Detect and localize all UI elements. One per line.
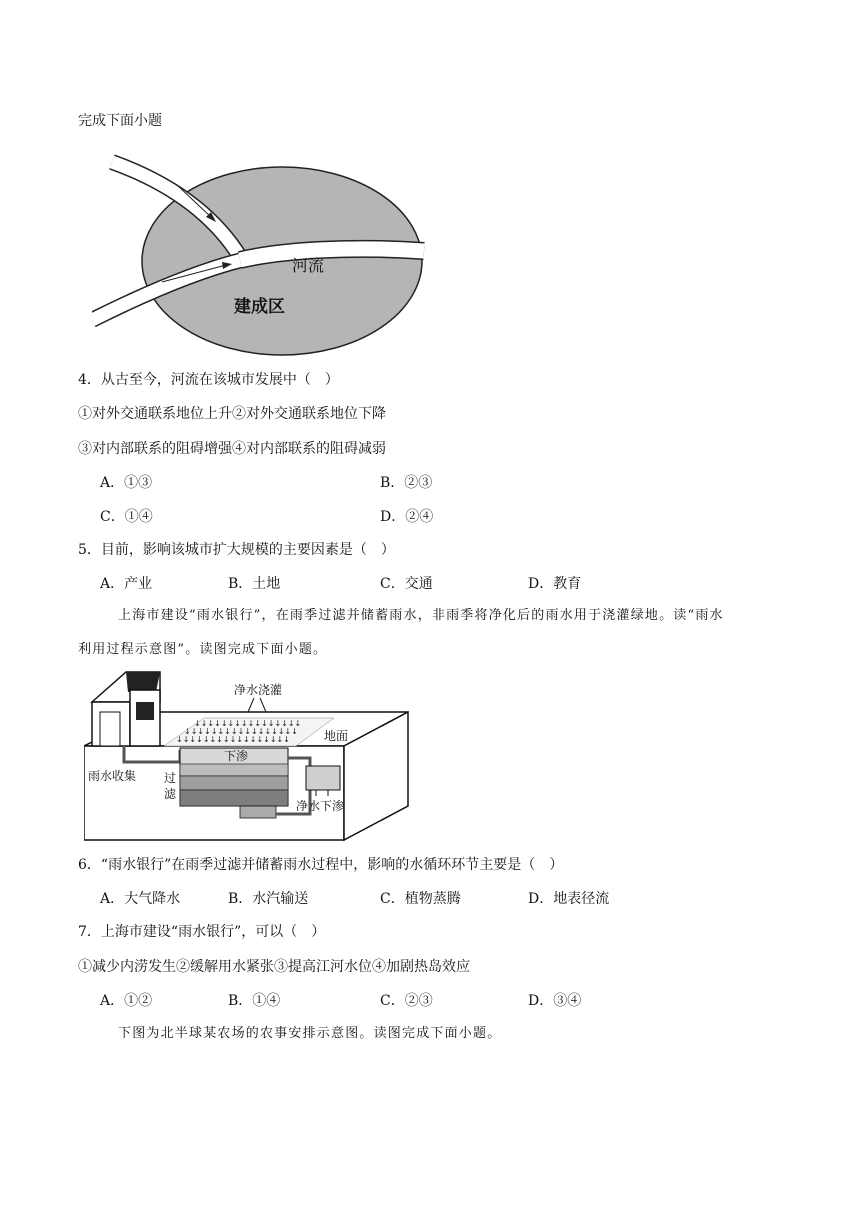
q7-line1: ①减少内涝发生②缓解用水紧张③提高江河水位④加剧热岛效应 [78, 959, 470, 975]
intro-text: 完成下面小题 [78, 113, 162, 129]
clean-infiltration-label: 净水下渗 [296, 799, 345, 813]
passage1-line2: 利用过程示意图”。读图完成下面小题。 [78, 642, 328, 657]
infiltration-label: 下渗 [224, 749, 249, 763]
q5-option-a: A．产业 [100, 576, 153, 592]
q6-option-d: D．地表径流 [528, 891, 610, 907]
q4-line1: ①对外交通联系地位上升②对外交通联系地位下降 [78, 406, 386, 422]
q4-option-c: C．①④ [100, 509, 153, 525]
q4-stem: 4．从古至今，河流在该城市发展中（ ） [78, 372, 339, 388]
q7-option-d: D．③④ [528, 993, 582, 1009]
irrigation-label: 净水浇灌 [234, 683, 283, 697]
q7-option-c: C．②③ [380, 993, 433, 1009]
ground-label: 地面 [324, 729, 349, 743]
rainwater-process-figure [84, 668, 414, 842]
q5-option-c: C．交通 [380, 576, 433, 592]
q5-option-d: D．教育 [528, 576, 582, 592]
passage1-line1: 上海市建设“雨水银行”，在雨季过滤并储蓄雨水，非雨季将净化后的雨水用于浇灌绿地。读“雨水 [118, 608, 724, 623]
collection-label: 雨水收集 [88, 769, 137, 783]
q4-option-a: A．①③ [100, 475, 153, 491]
q7-stem: 7．上海市建设“雨水银行”，可以（ ） [78, 924, 326, 940]
house [92, 672, 160, 746]
q7-option-b: B．①④ [228, 993, 281, 1009]
river-label: 河流 [292, 256, 325, 275]
q6-option-a: A．大气降水 [100, 891, 181, 907]
q5-stem: 5．目前，影响该城市扩大规模的主要因素是（ ） [78, 542, 395, 558]
svg-text:↓↓↓↓↓↓↓↓↓↓↓↓↓↓↓↓↓: ↓↓↓↓↓↓↓↓↓↓↓↓↓↓↓↓↓ [184, 727, 298, 736]
svg-text:↓↓↓↓↓↓↓↓↓↓↓↓↓↓↓↓: ↓↓↓↓↓↓↓↓↓↓↓↓↓↓↓↓ [194, 719, 302, 728]
q7-option-a: A．①② [100, 993, 153, 1009]
river-city-figure [92, 150, 432, 356]
filter-label-1: 过 [164, 771, 177, 785]
svg-text:↓↓↓↓↓↓↓↓↓↓↓↓↓↓↓↓↓: ↓↓↓↓↓↓↓↓↓↓↓↓↓↓↓↓↓ [176, 735, 290, 744]
q4-option-b: B．②③ [380, 475, 433, 491]
q4-line2: ③对内部联系的阻碍增强④对内部联系的阻碍减弱 [78, 441, 386, 457]
q5-option-b: B．土地 [228, 576, 281, 592]
infiltration-tank [306, 766, 340, 790]
q4-option-d: D．②④ [380, 509, 434, 525]
filter-label-2: 滤 [164, 787, 177, 801]
q6-option-c: C．植物蒸腾 [380, 891, 461, 907]
q6-option-b: B．水汽输送 [228, 891, 309, 907]
q6-stem: 6．“雨水银行”在雨季过滤并储蓄雨水过程中，影响的水循环环节主要是（ ） [78, 857, 564, 873]
area-label: 建成区 [234, 297, 285, 317]
passage2-text: 下图为北半球某农场的农事安排示意图。读图完成下面小题。 [118, 1026, 502, 1041]
